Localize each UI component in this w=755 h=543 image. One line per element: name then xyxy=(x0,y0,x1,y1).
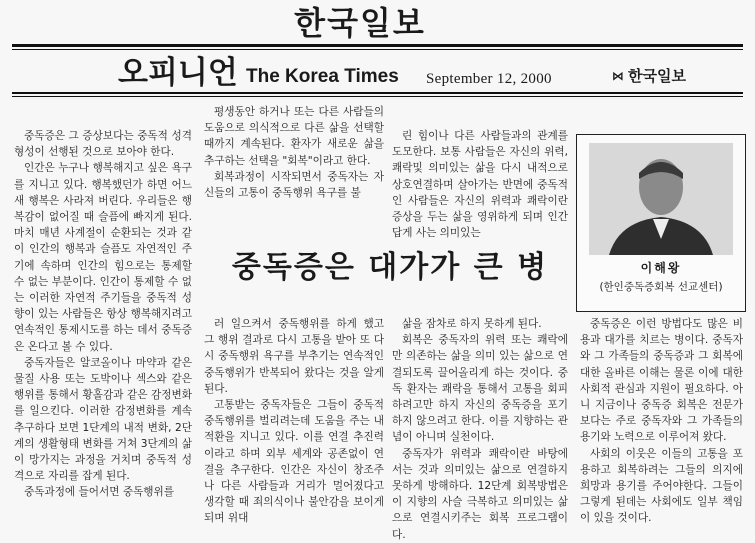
logo-mark-icon: ⋈ xyxy=(612,69,624,83)
article-column-1 xyxy=(14,128,192,501)
paragraph: 회복과정이 시작되면서 중독자는 자신들의 고통이 중독행위 욕구를 불 xyxy=(204,170,384,200)
paragraph: 삶을 잠차로 하지 못하게 된다. xyxy=(402,318,542,330)
masthead-title: 한국일보 xyxy=(294,4,426,42)
paragraph: 사회의 이웃은 이들의 고통을 포용하고 회복하려는 그들의 의지에 희망과 용기를 주어야한다. 그들이 그렇게 된데는 사회에도 일부 책임이 있을 것이다. xyxy=(580,447,743,525)
paragraph: 중독자가 위력과 쾌락이란 바탕에 서는 것과 의미있는 삶으로 연결하지 못하게 방해하다. 12단계 회복방법은 이 지향의 사슬 극복하고 의미있는 삶으로 연결시키주는 회복 프로그램이다. xyxy=(392,447,568,541)
author-photo-box xyxy=(576,134,746,312)
article-column-2-top xyxy=(204,104,384,201)
article-column-2-bottom xyxy=(204,316,384,527)
paragraph: 고통받는 중독자들은 그들이 중독적 중독행위를 벌리려는데 도움을 주는 내적환을 지니고 있다. 이를 연결 추진력이라고 하며 외부 세계와 공존없이 연결을 추구한다. 인간은 자신이 창조주나 다른 사람들과 거리가 멀어졌다고 생각할 때 죄의식이나 불안감을 보이게 되며 위대 xyxy=(204,399,384,525)
article-column-3-bottom xyxy=(392,316,568,543)
author-affiliation: (한인중독증회복 선교센터) xyxy=(599,281,723,293)
paragraph: 린 힘이나 다른 사람들과의 관계를 도모한다. 보통 사람들은 자신의 위력, 쾌락및 의미있는 삶을 다시 내적으로 상호연결하며 살아가는 반면에 중독적인 사람들은 자신의 위력과 쾌락이란 증상을 두는 삶을 영위하게 되며 인간답게 사는 의미있는 xyxy=(392,130,568,240)
paragraph: 중독자들은 알코올이나 마약과 같은 물질 사용 또는 도박이나 섹스와 같은 행위를 통해서 황홀감과 같은 감정변화를 일으킨다. 이러한 감정변화를 계속 추구하다 보면 1단계의 내적 변화, 2단계의 생활형태 변화를 거쳐 3단계의 삶이 망가지는 과정을 거치며 중독적 성격으로 자리를 잡게 된다. xyxy=(14,356,192,483)
paper-name: The Korea Times xyxy=(246,66,399,87)
author-name: 이해왕 xyxy=(640,261,682,275)
top-rule-thin xyxy=(12,49,743,50)
section-title: 오피니언 xyxy=(118,55,238,91)
paragraph: 회복은 중독자의 위력 또는 쾌락에만 의존하는 삶을 의미 있는 삶으로 연결되도록 끌어올리게 하는 것이다. 중독 환자는 쾌락을 통해서 고통을 회피하려고만 하지 자신의 중독증을 포기하지 않으려고 한다. 이를 지향하는 관념이 아니며 실천이다. xyxy=(392,334,568,444)
newspaper-logo xyxy=(612,66,686,86)
logo-text: 한국일보 xyxy=(628,67,686,85)
paragraph: 평생동안 하거나 또는 다른 사람들의 도움으로 의식적으로 다른 삶을 선택할 때까지 계속된다. 환자가 새로운 삶을 추구하는 선택을 "회복"이라고 한다. xyxy=(204,106,384,167)
paragraph: 중독증은 그 증상보다는 중독적 성격형성이 선행된 것으로 보아야 한다. xyxy=(14,130,192,159)
header-rule xyxy=(12,92,743,94)
publication-date: September 12, 2000 xyxy=(426,71,552,87)
article-column-3-top xyxy=(392,128,568,241)
article-column-4-bottom xyxy=(580,316,743,527)
paragraph: 러 일으켜서 중독행위를 하게 했고 그 행위 결과로 다시 고통을 받아 또 다시 중독행위 욕구를 부추기는 연속적인 중독행위가 반복되어 왔다는 것을 알게 된다. xyxy=(204,318,384,395)
author-photo xyxy=(589,143,733,255)
author-portrait-icon xyxy=(589,143,733,255)
paragraph: 인간은 누구나 행복해지고 싶은 욕구를 지니고 있다. 행복했던가 하면 어느새 행복은 사라져 버린다. 우리들은 행복감이 없어질 때 슬픔에 빠지게 된다. 마치 매년 사계절이 순환되는 것과 같이 인간의 행복과 슬픔도 자연적인 주기에 속하며 인간의 힘으로는 통제할 수 없는 부분이다. 인간이 통제할 수 없는 이러한 자연적 주기들을 중독적 성향이 있는 사람들은 항상 행복해지려고 연속적인 통제시도를 하는 데서 중독증은 온다고 볼 수 있다. xyxy=(14,162,192,353)
top-rule xyxy=(12,44,743,47)
header-rule-thin xyxy=(12,96,743,97)
article-headline: 중독증은 대가가 큰 병 xyxy=(231,250,549,285)
paragraph: 중독증은 이런 방법다도 많은 비용과 대가를 치르는 병이다. 중독자와 그 가족들의 중독증과 그 회복에 대한 올바른 이해는 물론 이에 대한 사회적 관심과 지원이 필요하다. 아니 지금이나 중독증 회복은 전문가 보다는 주로 중독자와 그 가족들의 용기와 노력으로 이루어져 왔다. xyxy=(580,318,743,444)
paragraph: 중독과정에 들어서면 중독행위를 xyxy=(24,486,175,499)
